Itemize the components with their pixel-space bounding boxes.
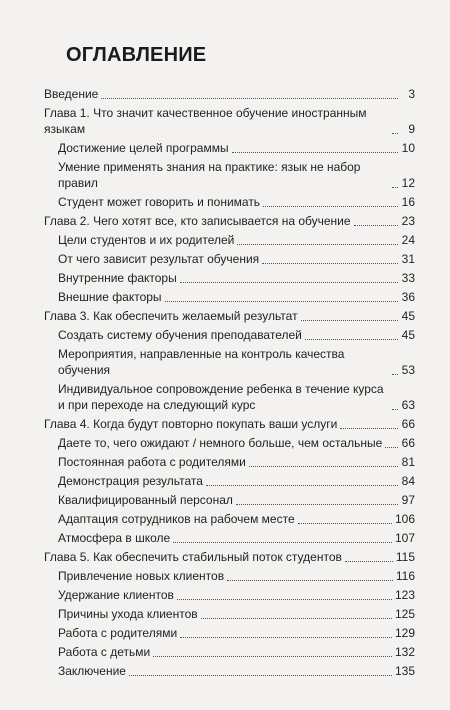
toc-entry-title: Индивидуальное сопровождение ребенка в течение курса и при переходе на следующий курс [58, 382, 384, 412]
toc-entry-title: Работа с родителями [58, 626, 178, 640]
toc-page-number: 63 [401, 398, 415, 412]
table-of-contents [44, 86, 415, 682]
toc-dot-leader [165, 301, 398, 302]
toc-page-number: 97 [401, 493, 415, 507]
toc-entry-title: Достижение целей программы [58, 141, 229, 155]
toc-entry-title: Адаптация сотрудников на рабочем месте [58, 512, 295, 526]
toc-dot-leader [129, 675, 392, 676]
toc-page-number: 123 [394, 588, 415, 602]
toc-dot-leader [392, 409, 398, 410]
toc-page-number: 12 [401, 176, 415, 190]
toc-dot-leader [305, 339, 398, 340]
toc-entry-title: Даете то, чего ожидают / немного больше, чем остальные [58, 436, 383, 450]
toc-section-entry [44, 644, 415, 660]
toc-page-number: 3 [408, 87, 415, 101]
toc-entry-title: Создать систему обучения преподавателей [58, 328, 302, 342]
toc-entry-title: Введение [44, 87, 99, 101]
toc-section-entry [44, 606, 415, 622]
toc-chapter-entry [44, 308, 415, 324]
toc-entry-title: Глава 3. Как обеспечить желаемый результат [44, 309, 298, 323]
toc-chapter-entry [44, 105, 415, 137]
toc-dot-leader [201, 618, 392, 619]
toc-entry-title: Внутренние факторы [58, 271, 177, 285]
toc-page-number: 53 [401, 363, 415, 377]
toc-dot-leader [227, 580, 393, 581]
toc-entry-title: Причины ухода клиентов [58, 607, 198, 621]
toc-section-entry [44, 454, 415, 470]
toc-page-number: 9 [408, 122, 415, 136]
toc-dot-leader [385, 447, 398, 448]
toc-chapter-entry [44, 86, 415, 102]
toc-entry-title: От чего зависит результат обучения [58, 252, 260, 266]
toc-entry-title: Квалифицированный персонал [58, 493, 233, 507]
toc-page-number: 84 [401, 474, 415, 488]
toc-section-entry [44, 381, 415, 413]
toc-entry-title: Глава 1. Что значит качественное обучение иностранным языкам [44, 106, 367, 136]
toc-entry-title: Удержание клиентов [58, 588, 174, 602]
toc-page-number: 33 [401, 271, 415, 285]
toc-section-entry [44, 625, 415, 641]
toc-dot-leader [392, 133, 398, 134]
toc-entry-title: Постоянная работа с родителями [58, 455, 246, 469]
toc-entry-title: Заключение [58, 664, 126, 678]
toc-entry-title: Студент может говорить и понимать [58, 195, 261, 209]
toc-entry-title: Демонстрация результата [58, 474, 203, 488]
toc-dot-leader [232, 152, 398, 153]
toc-section-entry [44, 194, 415, 210]
toc-section-entry [44, 435, 415, 451]
toc-entry-title: Глава 2. Чего хотят все, кто записывается на обучение [44, 214, 351, 228]
toc-section-entry [44, 587, 415, 603]
toc-entry-title: Работа с детьми [58, 645, 151, 659]
toc-section-entry [44, 530, 415, 546]
page-title: ОГЛАВЛЕНИЕ [66, 44, 207, 66]
toc-dot-leader [101, 98, 398, 99]
toc-dot-leader [236, 504, 398, 505]
toc-page-number: 45 [401, 309, 415, 323]
toc-page-number: 135 [394, 664, 415, 678]
toc-dot-leader [173, 542, 392, 543]
toc-page-number: 66 [401, 436, 415, 450]
toc-section-entry [44, 270, 415, 286]
toc-page-number: 66 [401, 417, 415, 431]
toc-page-number: 23 [401, 214, 415, 228]
toc-page-number: 45 [401, 328, 415, 342]
toc-page-number: 115 [395, 550, 415, 564]
toc-dot-leader [301, 320, 398, 321]
toc-dot-leader [345, 561, 393, 562]
toc-entry-title: Привлечение новых клиентов [58, 569, 225, 583]
toc-page-number: 31 [401, 252, 415, 266]
toc-entry-title: Мероприятия, направленные на контроль качества обучения [58, 347, 345, 377]
toc-dot-leader [340, 428, 398, 429]
toc-entry-title: Внешние факторы [58, 290, 162, 304]
toc-page-number: 106 [394, 512, 415, 526]
toc-chapter-entry [44, 549, 415, 565]
toc-section-entry [44, 663, 415, 679]
toc-page-number: 125 [394, 607, 415, 621]
toc-page-number: 24 [401, 233, 415, 247]
toc-page-number: 129 [394, 626, 415, 640]
toc-entry-title: Цели студентов и их родителей [58, 233, 235, 247]
toc-entry-title: Умение применять знания на практике: язык не набор правил [58, 160, 361, 190]
toc-dot-leader [262, 263, 398, 264]
toc-section-entry [44, 473, 415, 489]
toc-chapter-entry [44, 213, 415, 229]
toc-section-entry [44, 568, 415, 584]
toc-section-entry [44, 511, 415, 527]
toc-entry-title: Глава 5. Как обеспечить стабильный поток студентов [44, 550, 342, 564]
toc-dot-leader [153, 656, 392, 657]
toc-dot-leader [177, 599, 392, 600]
toc-page-number: 132 [394, 645, 415, 659]
toc-page-number: 10 [401, 141, 415, 155]
toc-section-entry [44, 140, 415, 156]
toc-entry-title: Атмосфера в школе [58, 531, 171, 545]
toc-dot-leader [392, 374, 398, 375]
toc-section-entry [44, 289, 415, 305]
toc-section-entry [44, 492, 415, 508]
toc-dot-leader [392, 187, 398, 188]
toc-dot-leader [180, 282, 398, 283]
toc-page-number: 81 [401, 455, 415, 469]
toc-dot-leader [298, 523, 392, 524]
toc-chapter-entry [44, 416, 415, 432]
toc-section-entry [44, 346, 415, 378]
toc-dot-leader [354, 225, 398, 226]
toc-section-entry [44, 327, 415, 343]
toc-dot-leader [237, 244, 398, 245]
toc-page-number: 116 [395, 569, 415, 583]
toc-page-number: 107 [394, 531, 415, 545]
toc-page-number: 16 [401, 195, 415, 209]
toc-entry-title: Глава 4. Когда будут повторно покупать ваши услуги [44, 417, 338, 431]
toc-section-entry [44, 232, 415, 248]
toc-page-number: 36 [401, 290, 415, 304]
toc-section-entry [44, 159, 415, 191]
toc-section-entry [44, 251, 415, 267]
toc-dot-leader [249, 466, 398, 467]
toc-dot-leader [180, 637, 392, 638]
toc-dot-leader [206, 485, 398, 486]
toc-dot-leader [263, 206, 398, 207]
